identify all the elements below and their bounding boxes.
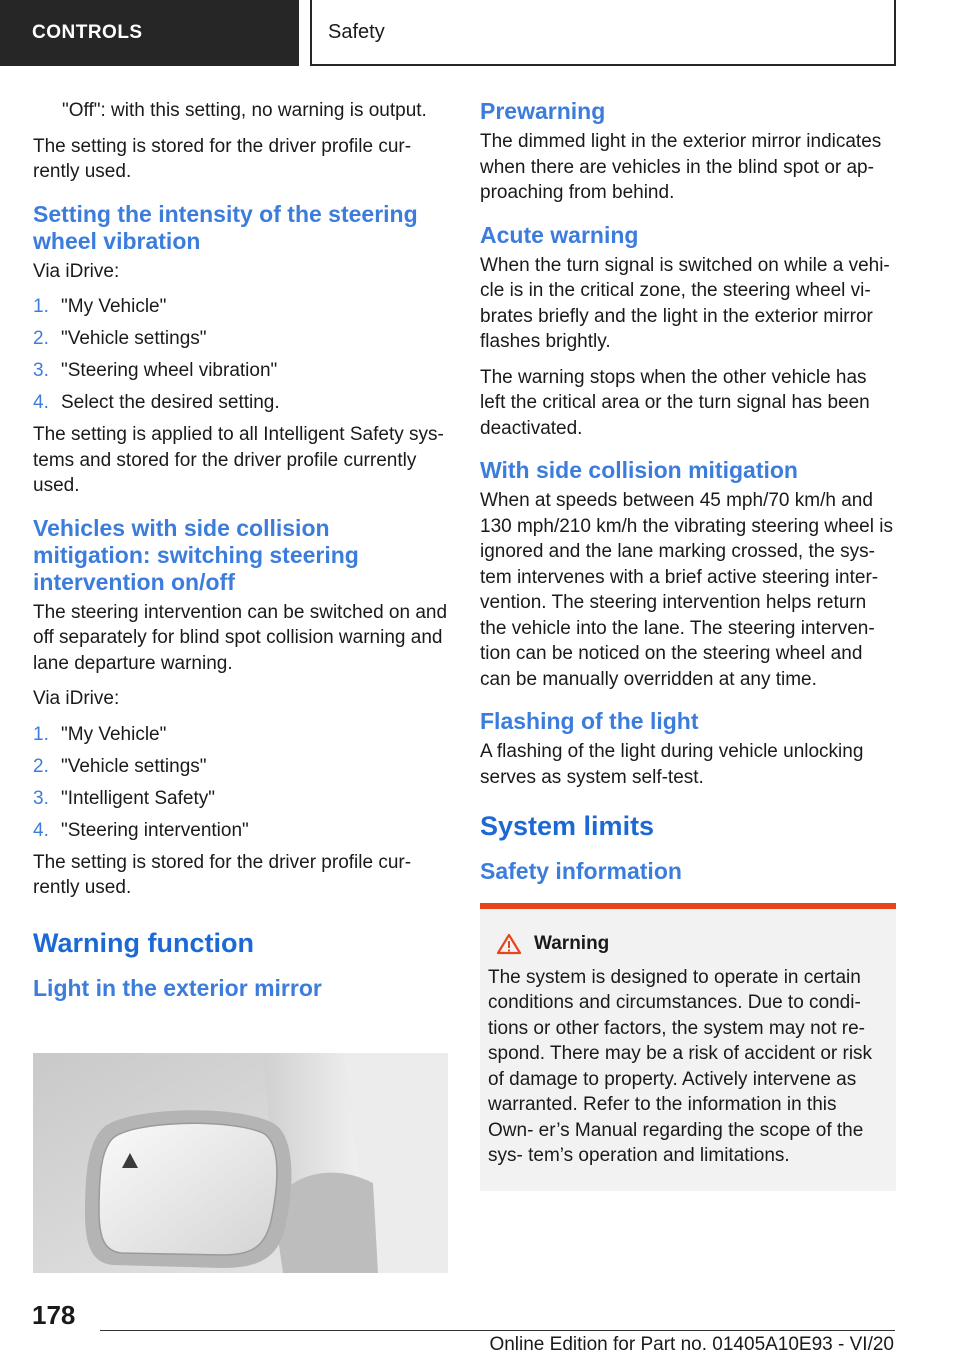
step-text: "My Vehicle" — [61, 723, 167, 745]
heading-prewarning: Prewarning — [480, 98, 606, 124]
list-item — [33, 754, 449, 780]
step-number: 4. — [33, 819, 49, 841]
heading-side-collision-intervention: Vehicles with side collision mitigation: switching steering intervention on/off — [33, 514, 359, 595]
step-text: "Intelligent Safety" — [61, 787, 215, 809]
step-text: "Vehicle settings" — [61, 328, 207, 349]
step-text: "Steering wheel vibration" — [61, 360, 278, 381]
footer-edition-text: Online Edition for Part no. 01405A10E93 - VI/20 — [489, 1334, 894, 1355]
heading-acute-warning: Acute warning — [480, 221, 639, 248]
heading-safety-information: Safety information — [480, 858, 682, 884]
header-section-tab: CONTROLS — [0, 0, 299, 66]
stored-setting-text: The setting is stored for the driver profile cur- rently used. — [33, 135, 412, 182]
flashing-light-text: A flashing of the light during vehicle unlocking serves as system self-test. — [480, 741, 864, 788]
off-setting-text: "Off": with this setting, no warning is output. — [62, 100, 427, 121]
warning-stops-text: The warning stops when the other vehicle has left the critical area or the turn signal has been deactivated. — [480, 366, 870, 439]
step-number: 3. — [33, 360, 49, 381]
list-item — [33, 818, 449, 844]
warning-title-row — [488, 931, 882, 957]
heading-system-limits: System limits — [480, 811, 655, 841]
step-text: "Vehicle settings" — [61, 755, 207, 777]
left-column — [33, 98, 449, 1006]
stored-setting-text: The setting is stored for the driver profile cur- rently used. — [33, 851, 412, 898]
acute-warning-text: When the turn signal is switched on while a vehi- cle is in the critical zone, the steering wheel vi- brates briefly and the light in the exterior mirror flashes brightly. — [480, 254, 890, 352]
warning-text: The system is designed to operate in certain conditions and circumstances. Due to condi- tions or other factors, the system may not re- spond. There may be a risk of accident or risk of damage to property. Actively intervene as warranted. Refer to the information in this Own- er’s Manual regarding the scope of the sys- tem’s operation and limitations. — [488, 966, 873, 1166]
heading-warning-function: Warning function — [33, 927, 254, 958]
via-idrive-label: Via iDrive: — [33, 688, 120, 709]
applied-setting-text: The setting is applied to all Intelligent Safety sys- tems and stored for the driver profile currently used. — [33, 424, 444, 496]
list-item — [33, 722, 449, 748]
side-collision-text: When at speeds between 45 mph/70 km/h and 130 mph/210 km/h the vibrating steering wheel is ignored and the lane marking crossed, the sys- tem intervenes with a brief active steering inter- vention. The steering intervention helps return the vehicle into the lane. The steering interven- tion can be noticed on the steering wheel and can be manually overridden at any time. — [480, 490, 893, 690]
step-text: "Steering intervention" — [61, 819, 249, 841]
prewarning-text: The dimmed light in the exterior mirror indicates when there are vehicles in the blind spot or ap- proaching from behind. — [480, 131, 882, 203]
via-idrive-label: Via iDrive: — [33, 260, 120, 282]
heading-vibration-intensity: Setting the intensity of the steering wheel vibration — [33, 200, 418, 254]
warning-triangle-icon — [496, 933, 522, 955]
footer-divider — [100, 1330, 895, 1331]
heading-flashing-light: Flashing of the light — [480, 708, 699, 734]
list-item — [33, 326, 449, 352]
list-item — [33, 390, 449, 416]
exterior-mirror-illustration — [33, 1053, 448, 1273]
list-item — [33, 294, 449, 320]
heading-light-exterior-mirror: Light in the exterior mirror — [33, 974, 322, 1001]
list-item — [33, 358, 449, 384]
intervention-steps-list — [33, 722, 449, 844]
intervention-description: The steering intervention can be switched on and off separately for blind spot collision warning and lane departure warning. — [33, 601, 448, 674]
step-number: 4. — [33, 392, 49, 413]
step-number: 2. — [33, 328, 49, 349]
mirror-drawing — [33, 1053, 448, 1273]
vibration-steps-list — [33, 294, 449, 416]
list-item — [33, 786, 449, 812]
heading-side-collision-mitigation: With side collision mitigation — [480, 457, 798, 483]
step-number: 3. — [33, 787, 49, 809]
step-number: 1. — [33, 723, 49, 745]
header-chapter-title: Safety — [310, 0, 896, 66]
warning-box — [480, 903, 896, 1191]
step-text: "My Vehicle" — [61, 296, 167, 317]
step-number: 1. — [33, 296, 49, 317]
step-number: 2. — [33, 755, 49, 777]
right-column — [480, 98, 896, 1191]
page-number: 178 — [32, 1300, 76, 1330]
warning-title: Warning — [534, 933, 610, 954]
step-text: Select the desired setting. — [61, 392, 280, 413]
